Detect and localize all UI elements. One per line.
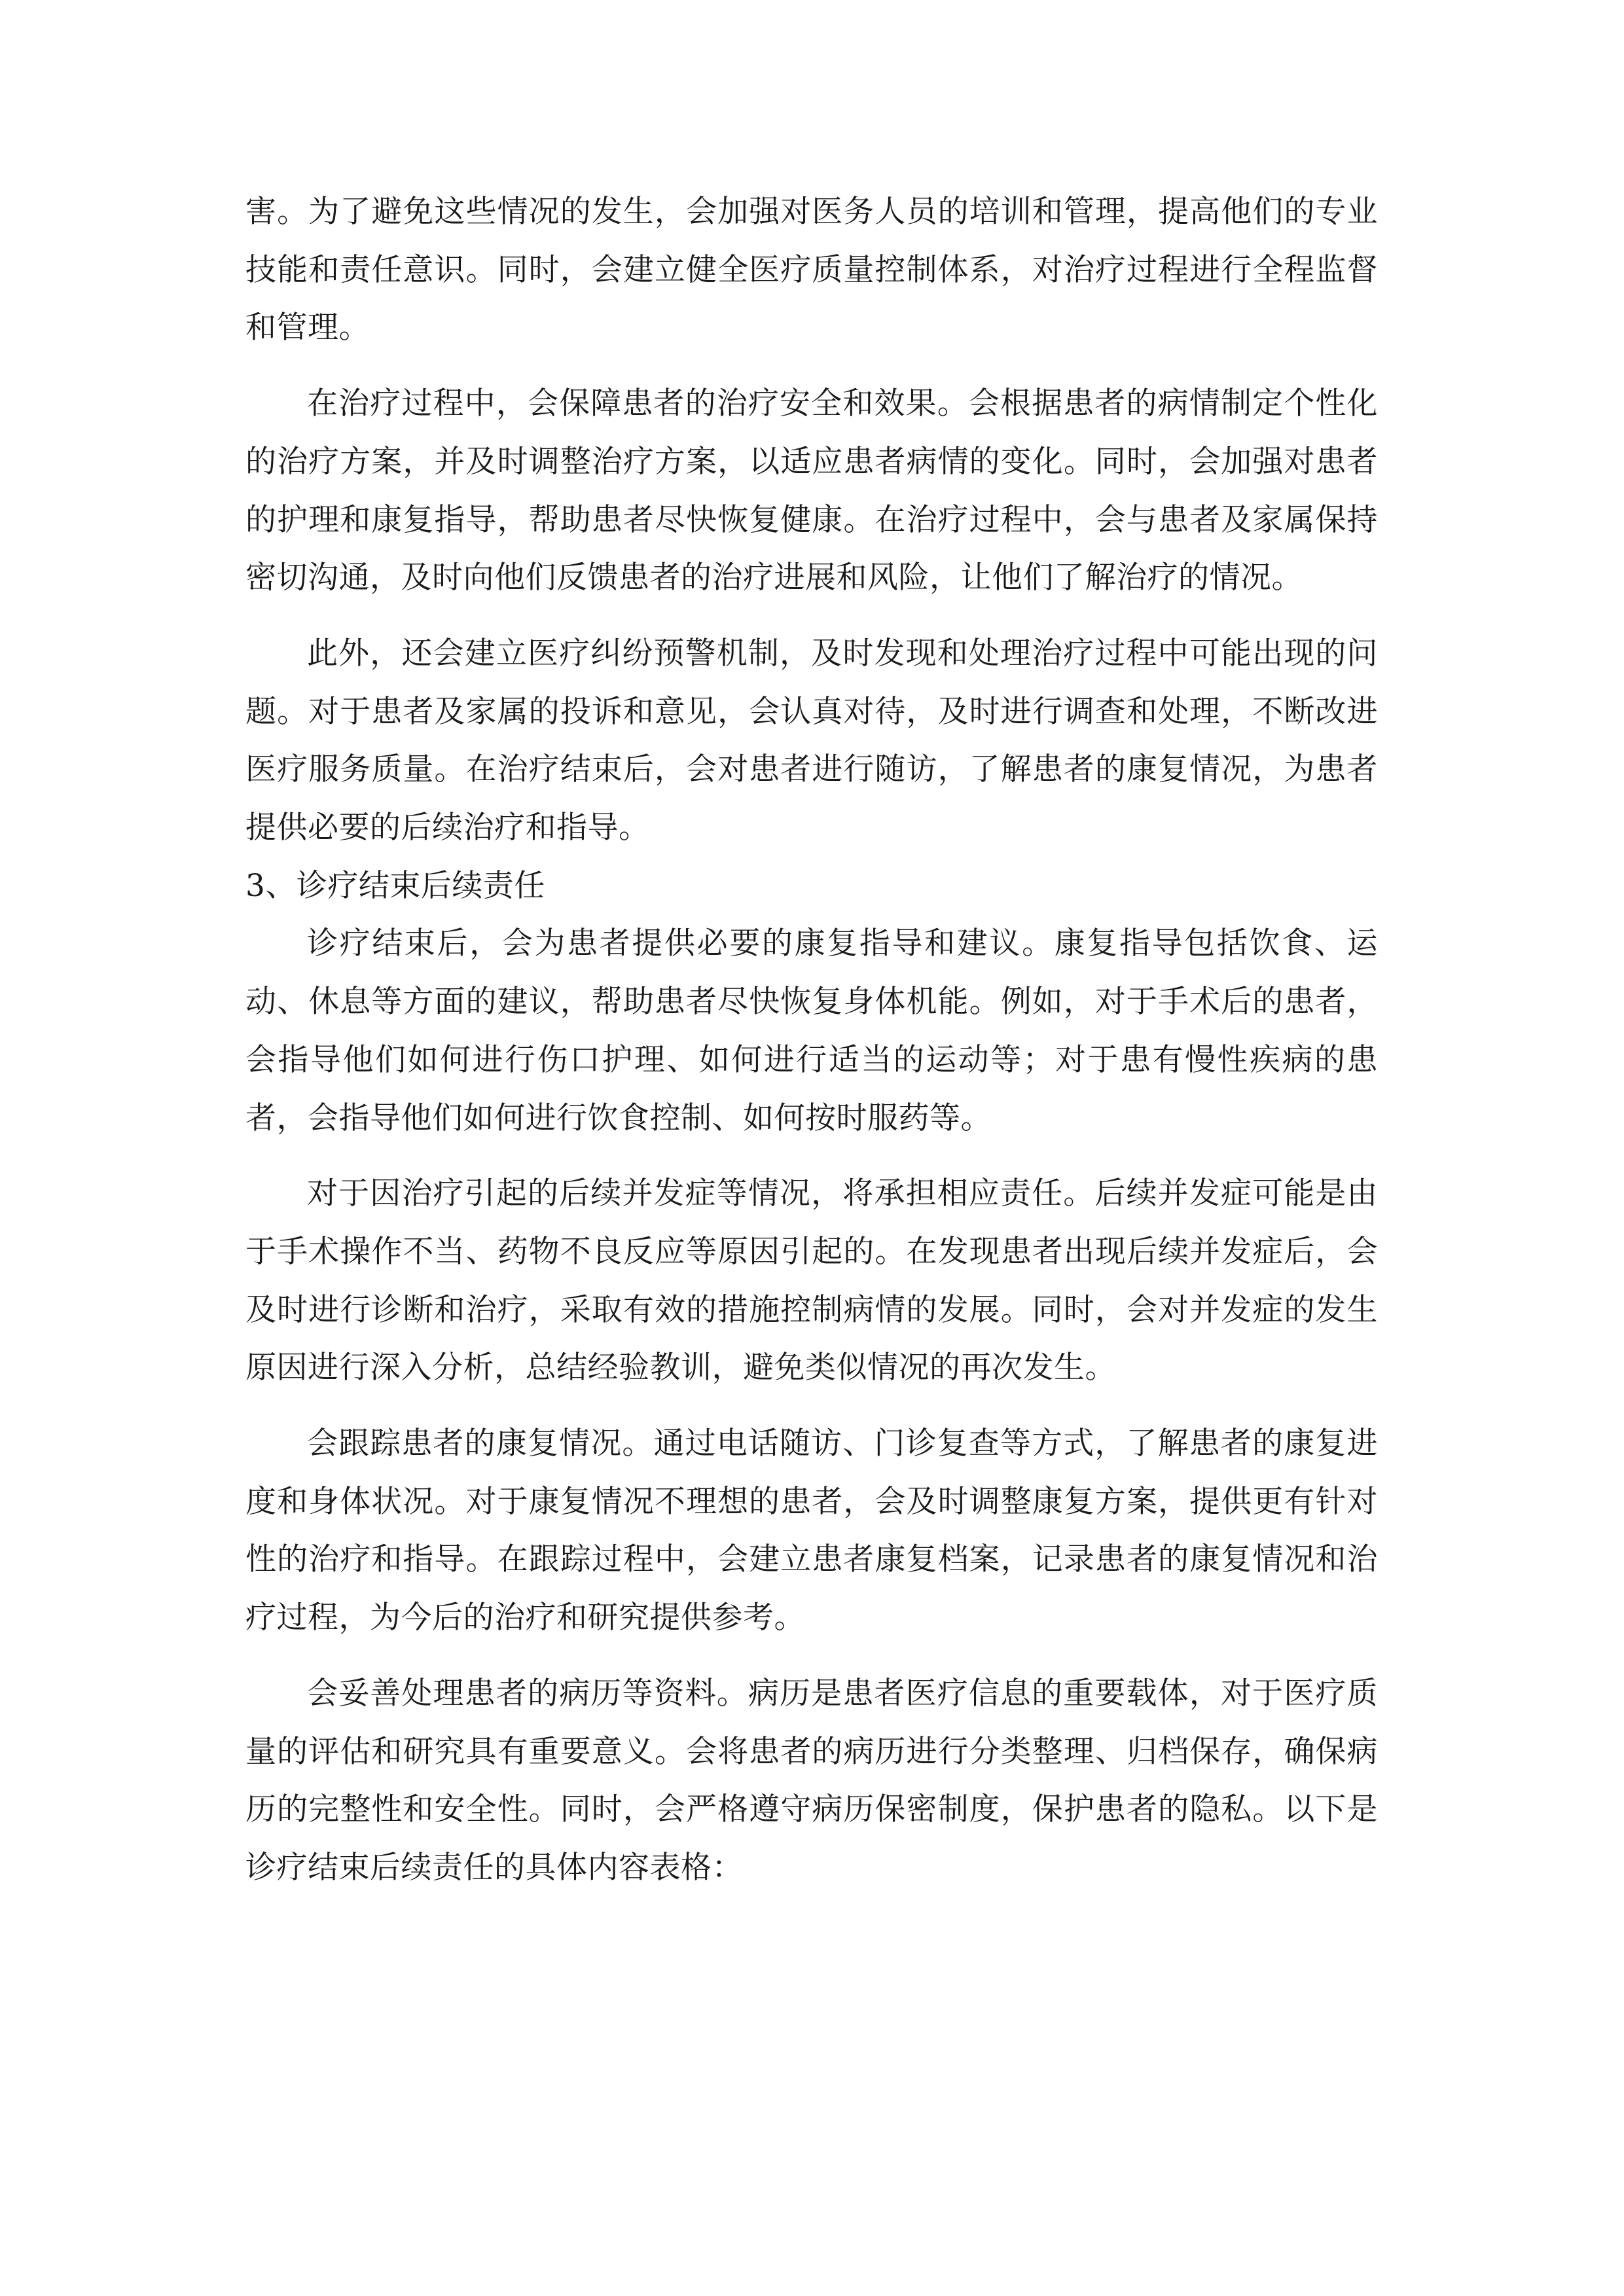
paragraph-treatment-safety: 在治疗过程中，会保障患者的治疗安全和效果。会根据患者的病情制定个性化的治疗方案，并及时调整治疗方案，以适应患者病情的变化。同时，会加强对患者的护理和康复指导，帮助患者尽快恢复健康。在治疗过程中，会与患者及家属保持密切沟通，及时向他们反馈患者的治疗进展和风险，让他们了解治疗的情况。 bbox=[245, 386, 1378, 596]
section-heading: 3、诊疗结束后续责任 bbox=[245, 867, 545, 904]
paragraph-complications: 对于因治疗引起的后续并发症等情况，将承担相应责任。后续并发症可能是由于手术操作不当、药物不良反应等原因引起的。在发现患者出现后续并发症后，会及时进行诊断和治疗，采取有效的措施控制病情的发展。同时，会对并发症的发生原因进行深入分析，总结经验教训，避免类似情况的再次发生。 bbox=[245, 1175, 1378, 1386]
paragraph-rehab-guidance: 诊疗结束后，会为患者提供必要的康复指导和建议。康复指导包括饮食、运动、休息等方面的建议，帮助患者尽快恢复身体机能。例如，对于手术后的患者，会指导他们如何进行伤口护理、如何进行适当的运动等；对于患有慢性疾病的患者，会指导他们如何进行饮食控制、如何按时服药等。 bbox=[245, 925, 1378, 1136]
document-page bbox=[245, 183, 1378, 1897]
paragraph-follow-up: 会跟踪患者的康复情况。通过电话随访、门诊复查等方式，了解患者的康复进度和身体状况。对于康复情况不理想的患者，会及时调整康复方案，提供更有针对性的治疗和指导。在跟踪过程中，会建立患者康复档案，记录患者的康复情况和治疗过程，为今后的治疗和研究提供参考。 bbox=[245, 1426, 1378, 1636]
paragraph-continuation: 害。为了避免这些情况的发生，会加强对医务人员的培训和管理，提高他们的专业技能和责任意识。同时，会建立健全医疗质量控制体系，对治疗过程进行全程监督和管理。 bbox=[245, 194, 1378, 346]
paragraph-dispute-warning: 此外，还会建立医疗纠纷预警机制，及时发现和处理治疗过程中可能出现的问题。对于患者及家属的投诉和意见，会认真对待，及时进行调查和处理，不断改进医疗服务质量。在治疗结束后，会对患者进行随访，了解患者的康复情况，为患者提供必要的后续治疗和指导。 bbox=[245, 635, 1378, 846]
paragraph-medical-records: 会妥善处理患者的病历等资料。病历是患者医疗信息的重要载体，对于医疗质量的评估和研究具有重要意义。会将患者的病历进行分类整理、归档保存，确保病历的完整性和安全性。同时，会严格遵守病历保密制度，保护患者的隐私。以下是诊疗结束后续责任的具体内容表格： bbox=[245, 1675, 1378, 1886]
